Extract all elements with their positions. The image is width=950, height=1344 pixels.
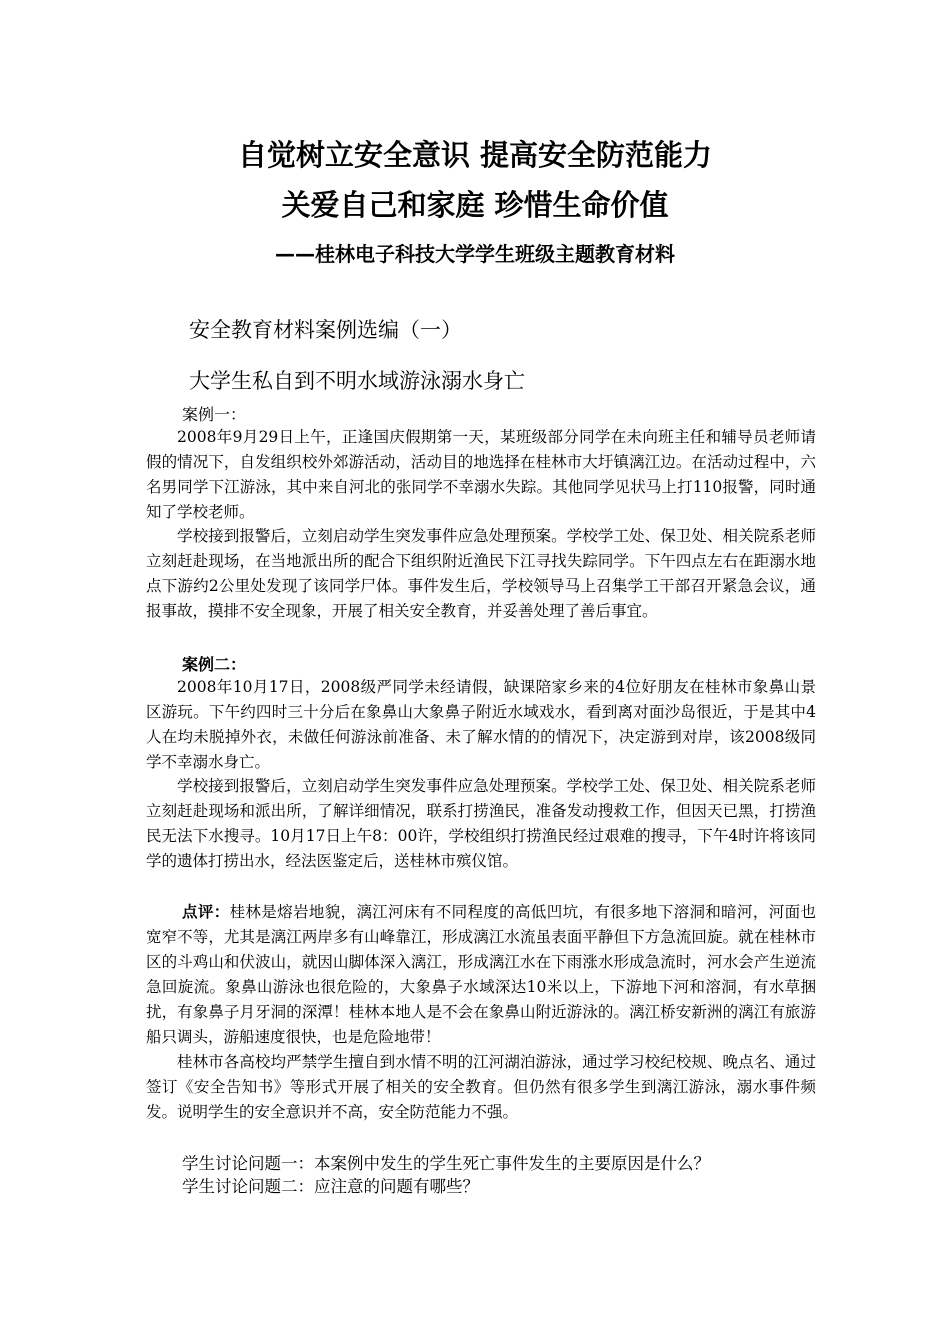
section-heading: 安全教育材料案例选编（一）: [189, 318, 462, 342]
case-2-paragraph-1: 2008年10月17日，2008级严同学未经请假，缺课陪家乡来的4位好朋友在桂林市象鼻山景区游玩。下午约四时三十分后在象鼻山大象鼻子附近水域戏水，看到离对面沙岛很近，于是其中4人在均未脱掉外衣，未做任何游泳前准备、未了解水情的的情况下，决定游到对岸，该2008级同学不幸溺水身亡。: [146, 678, 816, 771]
document-title-line-2: 关爱自己和家庭 珍惜生命价值: [281, 188, 669, 222]
comment-paragraph-2: 桂林市各高校均严禁学生擅自到水情不明的江河湖泊游泳，通过学习校纪校规、晚点名、通过签订《安全告知书》等形式开展了相关的安全教育。但仍然有很多学生到漓江游泳，溺水事件频发。说明学生的安全意识并不高，安全防范能力不强。: [146, 1053, 816, 1121]
discussion-question-1: 学生讨论问题一：本案例中发生的学生死亡事件发生的主要原因是什么？: [182, 1154, 710, 1173]
discussion-question-2: 学生讨论问题二：应注意的问题有哪些？: [182, 1177, 479, 1196]
comment-paragraph-1: [146, 900, 816, 1050]
document-title-line-1: 自觉树立安全意识 提高安全防范能力: [237, 138, 713, 172]
case-1-paragraph-2: 学校接到报警后，立刻启动学生突发事件应急处理预案。学校学工处、保卫处、相关院系老师立刻赶赴现场，在当地派出所的配合下组织附近渔民下江寻找失踪同学。下午四点左右在距溺水地点下游约2公里处发现了该同学尸体。事件发生后，学校领导马上召集学工干部召开紧急会议，通报事故，摸排不安全现象，开展了相关安全教育，并妥善处理了善后事宜。: [146, 527, 816, 620]
case-1-paragraph-1: 2008年9月29日上午，正逢国庆假期第一天，某班级部分同学在未向班主任和辅导员老师请假的情况下，自发组织校外郊游活动，活动目的地选择在桂林市大圩镇漓江边。在活动过程中，六名男同学下江游泳，其中来自河北的张同学不幸溺水失踪。其他同学见状马上打110报警，同时通知了学校老师。: [146, 428, 816, 521]
case-2-paragraph-2: 学校接到报警后，立刻启动学生突发事件应急处理预案。学校学工处、保卫处、相关院系老师立刻赶赴现场和派出所，了解详细情况，联系打捞渔民，准备发动搜救工作，但因天已黑，打捞渔民无法下水搜寻。10月17日上午8：00许，学校组织打捞渔民经过艰难的搜寻，下午4时许将该同学的遗体打捞出水，经法医鉴定后，送桂林市殡仪馆。: [146, 777, 816, 870]
comment-label: 点评：: [182, 903, 230, 921]
case-2-label: 案例二：: [182, 655, 247, 674]
comment-text: 桂林是熔岩地貌，漓江河床有不同程度的高低凹坑，有很多地下溶洞和暗河，河面也宽窄不等，尤其是漓江两岸多有山峰靠江，形成漓江水流虽表面平静但下方急流回旋。就在桂林市区的斗鸡山和伏波山，就因山脚体深入漓江，形成漓江水在下雨涨水形成急流时，河水会产生逆流急回旋流。象鼻山游泳也很危险的，大象鼻子水域深达10米以上，下游地下河和溶洞，有水草捆扰，有象鼻子月牙洞的深潭！桂林本地人是不会在象鼻山附近游泳的。漓江桥安新洲的漓江有旅游船只调头，游船速度很快，也是危险地带！: [146, 903, 816, 1046]
case-1-label: 案例一：: [182, 405, 247, 424]
case-topic-heading: 大学生私自到不明水域游泳溺水身亡: [189, 369, 525, 393]
document-subtitle: ——桂林电子科技大学学生班级主题教育材料: [275, 242, 675, 266]
